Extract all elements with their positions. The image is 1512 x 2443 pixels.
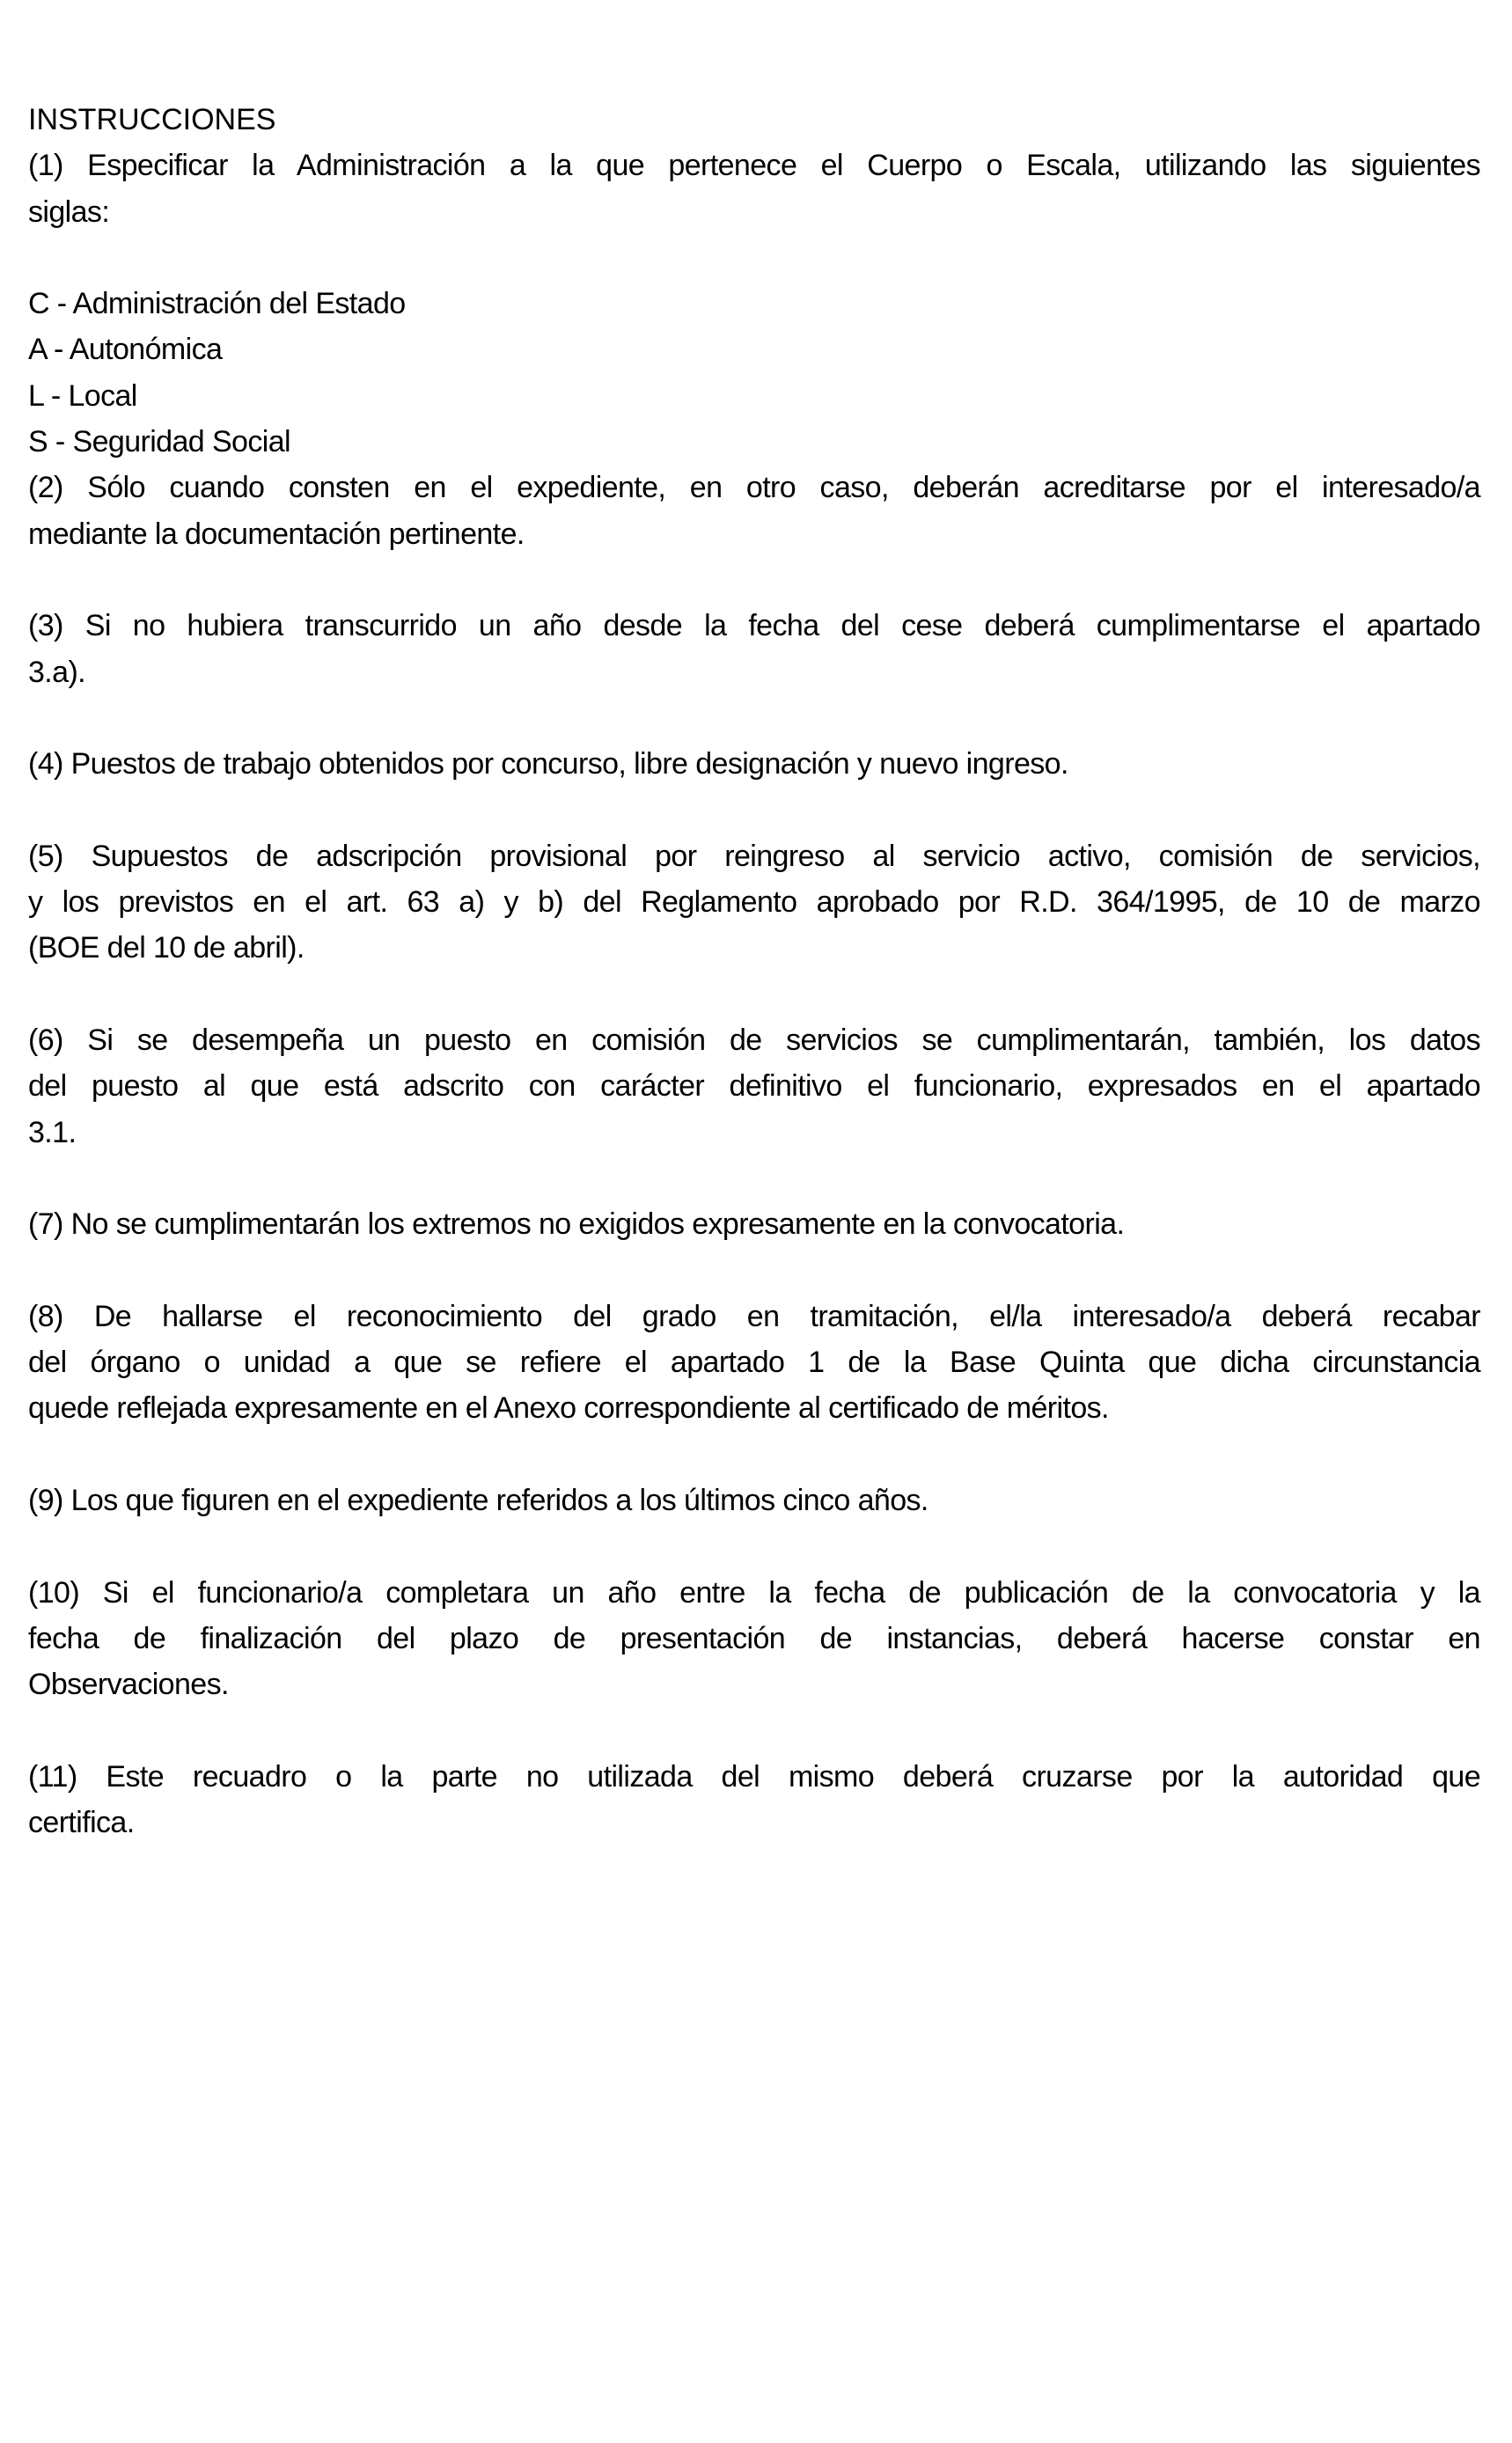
note-10-line-3: Observaciones. (28, 1668, 229, 1702)
note-1-line-2: siglas: (28, 194, 110, 229)
spacer (28, 1707, 1480, 1753)
note-3-line-1: (3) Si no hubiera transcurrido un año desde la fecha del cese deberá cumplimentarse el apartado (28, 609, 1480, 643)
code-item-c: C - Administración del Estado (28, 287, 406, 321)
note-4-line-1: (4) Puestos de trabajo obtenidos por concurso, libre designación y nuevo ingreso. (28, 747, 1068, 781)
note-7-line-1: (7) No se cumplimentarán los extremos no exigidos expresamente en la convocatoria. (28, 1207, 1125, 1242)
spacer (28, 787, 1480, 833)
note-1 (28, 143, 1480, 465)
note-9-line-1: (9) Los que figuren en el expediente referidos a los últimos cinco años. (28, 1483, 928, 1517)
note-9 (28, 1478, 1480, 1523)
code-item-a: A - Autonómica (28, 333, 223, 367)
note-8-line-1: (8) De hallarse el reconocimiento del grado en tramitación, el/la interesado/a deberá recabar (28, 1299, 1480, 1333)
note-6-line-2: del puesto al que está adscrito con carácter definitivo el funcionario, expresados en el apartado (28, 1069, 1480, 1104)
note-5-line-2: y los previstos en el art. 63 a) y b) del Reglamento aprobado por R.D. 364/1995, de 10 de marzo (28, 885, 1480, 920)
note-11 (28, 1754, 1480, 1846)
spacer (28, 1432, 1480, 1478)
note-6 (28, 1017, 1480, 1155)
code-item-l: L - Local (28, 378, 137, 413)
note-10 (28, 1570, 1480, 1708)
note-3 (28, 603, 1480, 695)
note-6-line-1: (6) Si se desempeña un puesto en comisión de servicios se cumplimentarán, también, los datos (28, 1023, 1480, 1057)
note-1-line-1: (1) Especificar la Administración a la que pertenece el Cuerpo o Escala, utilizando las siguientes (28, 149, 1480, 183)
instructions-page (28, 97, 1480, 1845)
note-3-line-2: 3.a). (28, 655, 86, 689)
note-2 (28, 465, 1480, 557)
spacer (28, 972, 1480, 1017)
administration-codes-list (28, 281, 1480, 465)
spacer (28, 1523, 1480, 1569)
note-5-line-1: (5) Supuestos de adscripción provisional por reingreso al servicio activo, comisión de servicios, (28, 839, 1480, 873)
note-7 (28, 1201, 1480, 1247)
document-title: INSTRUCCIONES (28, 103, 276, 136)
note-5-line-3: (BOE del 10 de abril). (28, 931, 305, 965)
spacer (28, 695, 1480, 741)
note-4 (28, 741, 1480, 787)
spacer (28, 1247, 1480, 1293)
note-2-line-1: (2) Sólo cuando consten en el expediente, en otro caso, deberán acreditarse por el interesado/a (28, 471, 1480, 505)
spacer (28, 1155, 1480, 1201)
spacer (28, 557, 1480, 603)
note-10-line-1: (10) Si el funcionario/a completara un año entre la fecha de publicación de la convocatoria y la (28, 1575, 1480, 1610)
note-8-line-2: del órgano o unidad a que se refiere el apartado 1 de la Base Quinta que dicha circunstancia (28, 1346, 1480, 1380)
note-11-line-2: certifica. (28, 1805, 135, 1839)
note-5 (28, 833, 1480, 972)
note-6-line-3: 3.1. (28, 1115, 77, 1149)
note-2-line-2: mediante la documentación pertinente. (28, 517, 525, 551)
spacer (28, 235, 1480, 281)
note-8 (28, 1294, 1480, 1432)
note-11-line-1: (11) Este recuadro o la parte no utilizada del mismo deberá cruzarse por la autoridad que (28, 1759, 1480, 1794)
note-10-line-2: fecha de finalización del plazo de presentación de instancias, deberá hacerse constar en (28, 1621, 1480, 1655)
note-8-line-3: quede reflejada expresamente en el Anexo correspondiente al certificado de méritos. (28, 1391, 1109, 1426)
code-item-s: S - Seguridad Social (28, 425, 290, 459)
